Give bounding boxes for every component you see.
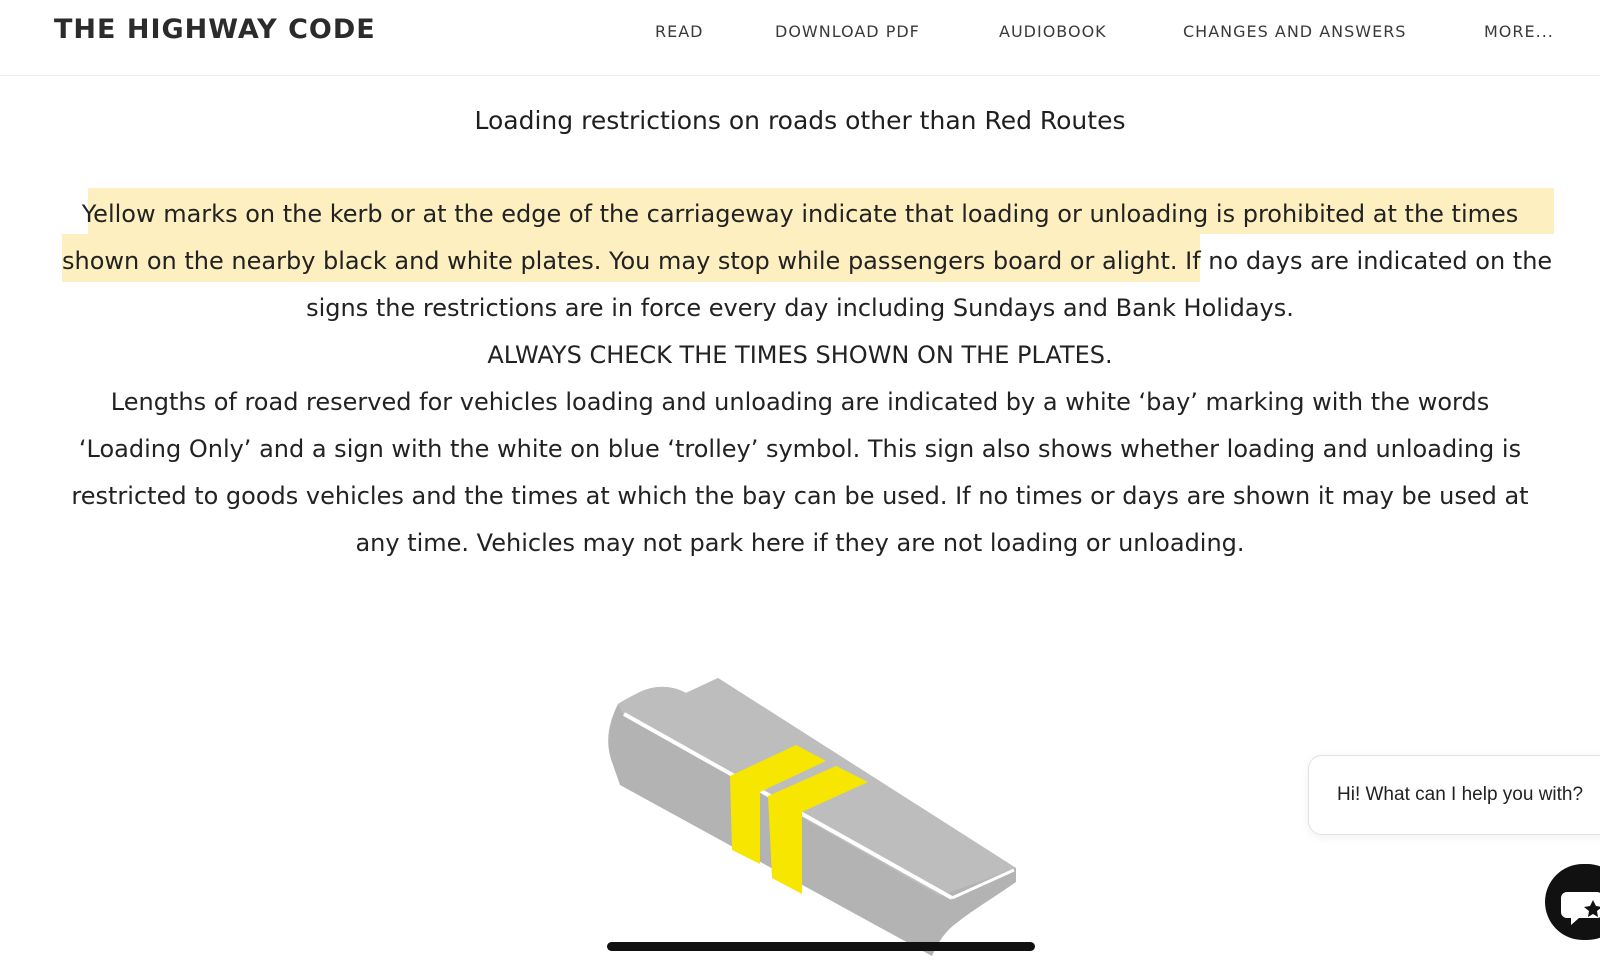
paragraph-line: Lengths of road reserved for vehicles loading and unloading are indicated by a white ‘bay’ marking with the words (110, 388, 1490, 416)
paragraph-line (62, 247, 1600, 275)
paragraph-line: any time. Vehicles may not park here if they are not loading or unloading. (355, 529, 1245, 557)
kerb-loading-marks-icon (600, 580, 1030, 960)
site-logo[interactable]: THE HIGHWAY CODE (54, 14, 376, 45)
chat-launcher-button[interactable] (1545, 864, 1600, 940)
emphasis-line: ALWAYS CHECK THE TIMES SHOWN ON THE PLATES. (487, 341, 1113, 369)
paragraph-line: Yellow marks on the kerb or at the edge of the carriageway indicate that loading or unloading is prohibited at the times (81, 200, 1519, 228)
chat-greeting-bubble[interactable] (1308, 755, 1600, 835)
paragraph-line: signs the restrictions are in force every day including Sundays and Bank Holidays. (306, 294, 1294, 322)
nav-read[interactable]: READ (655, 22, 704, 41)
top-nav-bar (0, 0, 1600, 76)
nav-changes-and-answers[interactable]: CHANGES AND ANSWERS (1183, 22, 1407, 41)
home-indicator (607, 942, 1035, 951)
section-heading: Loading restrictions on roads other than Red Routes (474, 106, 1126, 135)
highlighted-text: shown on the nearby black and white plates. You may stop while passengers board or alight. (62, 247, 1178, 275)
chat-greeting-text: Hi! What can I help you with? (1337, 784, 1584, 805)
nav-audiobook[interactable]: AUDIOBOOK (999, 22, 1107, 41)
nav-download-pdf[interactable]: DOWNLOAD PDF (775, 22, 920, 41)
paragraph-line: restricted to goods vehicles and the times at which the bay can be used. If no times or days are shown it may be used at (71, 482, 1529, 510)
paragraph-line: ‘Loading Only’ and a sign with the white on blue ‘trolley’ symbol. This sign also shows whether loading and unloading is (78, 435, 1522, 463)
paragraph-text: If no days are indicated on the (1177, 247, 1553, 275)
chat-icon (1545, 864, 1600, 940)
nav-more[interactable]: MORE... (1484, 22, 1554, 41)
